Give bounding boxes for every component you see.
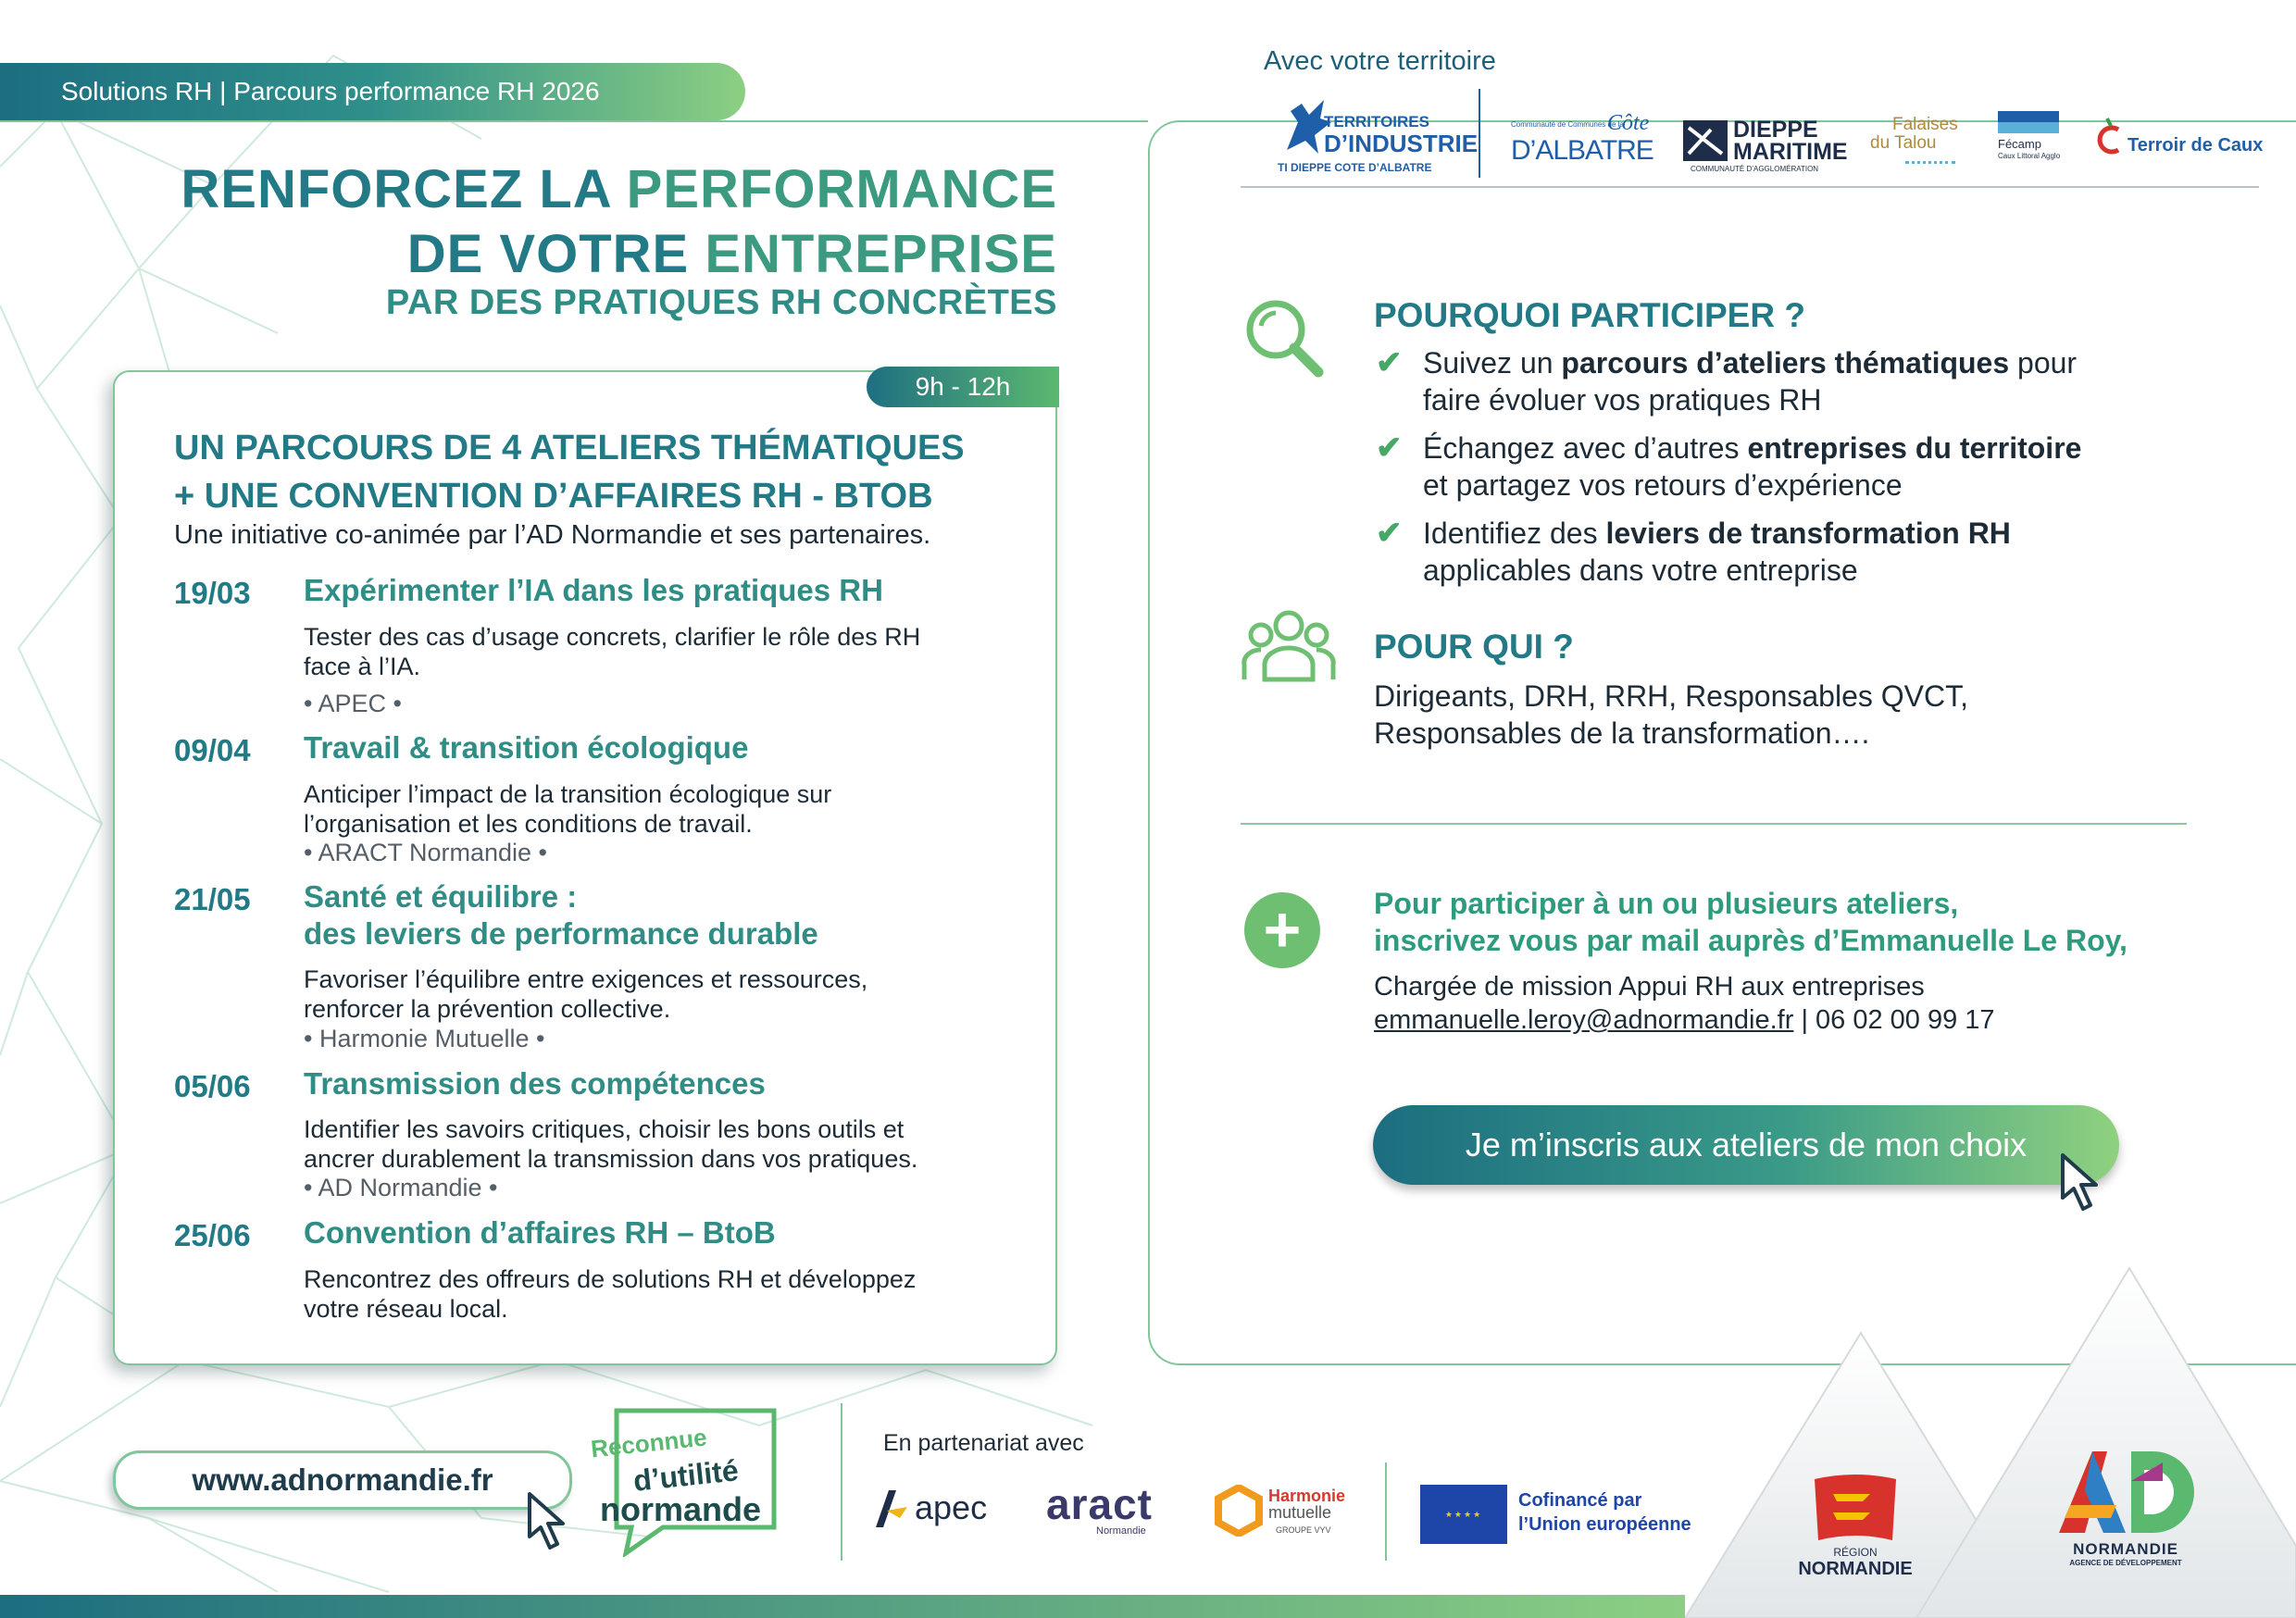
bullet-bold: leviers de transformation RH [1605,517,2011,550]
signup-title [1374,885,2128,959]
top-banner [0,63,745,120]
territoires-industrie-logo [1270,93,1479,178]
headline-subtitle: PAR DES PRATIQUES RH CONCRÈTES [385,283,1057,322]
contact-role: Chargée de mission Appui RH aux entreprises [1374,972,1925,1002]
badge-2: d’utilité [631,1453,741,1498]
event-desc-line: Anticiper l’impact de la transition écologique sur [304,780,832,808]
who-text [1374,678,1968,752]
aract-logo [1046,1479,1176,1544]
event-description [304,622,1026,681]
cote-b: D’ALBATRE [1511,135,1653,166]
harmonie-3: GROUPE VYV [1276,1525,1331,1535]
dieppe-maritime-logo [1683,117,1850,172]
section-divider [1241,823,2187,825]
falaises-talou-logo [1868,115,1970,170]
event-title: Convention d’affaires RH – BtoB [304,1215,776,1250]
apec-logo [872,1487,1011,1533]
event-title: Transmission des compétences [304,1066,766,1101]
dieppe-1: DIEPPE [1733,117,1818,143]
email-link[interactable]: emmanuelle.leroy@adnormandie.fr [1374,1005,1794,1035]
headline-line1b: PERFORMANCE [626,159,1057,219]
why-bullet [1423,344,2256,418]
event-desc-line: votre réseau local. [304,1295,508,1323]
plus-icon: + [1244,892,1320,968]
lions-flag-icon [1811,1474,1900,1546]
event-partner: • ARACT Normandie • [304,839,547,866]
territory-label: Avec votre territoire [1264,46,1496,76]
hexagon-icon [1215,1485,1263,1537]
fecamp-logo [1998,111,2081,167]
badge-3: normande [600,1490,762,1528]
hours-badge: 9h - 12h [867,367,1059,407]
falaises-1: Falaises [1892,115,1958,134]
why-bullet [1423,515,2256,589]
headline-line2b: ENTREPRISE [705,224,1057,284]
event-description [304,779,1026,839]
headline [181,157,1057,287]
cote-albatre-logo [1511,111,1653,167]
ti-line2: D’INDUSTRIE [1324,130,1479,157]
phone-number: | 06 02 00 99 17 [1793,1005,1995,1035]
event-desc-line: face à l’IA. [304,653,421,680]
signup-line: Pour participer à un ou plusieurs ateliers, [1374,887,1959,920]
who-line: Dirigeants, DRH, RRH, Responsables QVCT, [1374,679,1968,713]
event-desc-line: renforcer la prévention collective. [304,995,671,1023]
dieppe-2: MARITIME [1733,139,1848,165]
ad-2: AGENCE DE DÉVELOPPEMENT [2069,1559,2182,1567]
aract-text: aract [1046,1480,1153,1528]
wave-icon [1905,157,1955,164]
eu-1: Cofinancé par [1518,1490,1642,1511]
cursor-icon [2057,1151,2113,1213]
event-desc-line: l’organisation et les conditions de travail. [304,810,753,838]
bullet-text: Suivez un [1423,346,1562,380]
bullet-line2: applicables dans votre entreprise [1423,554,1858,587]
event-date: 09/04 [174,733,251,767]
bullet-bold: parcours d’ateliers thématiques [1561,346,2010,380]
fecamp-1: Fécamp [1998,137,2041,151]
footer-separator [841,1403,842,1561]
cursor-icon [524,1490,580,1551]
event-title-line: des leviers de performance durable [304,916,818,951]
corner-triangles [1685,1240,2296,1618]
bullet-line2: faire évoluer vos pratiques RH [1423,383,1822,417]
region-1: RÉGION [1833,1546,1878,1559]
harmonie-2: mutuelle [1268,1503,1332,1522]
event-date: 19/03 [174,576,251,610]
cote-a: Côte [1607,111,1650,135]
left-frame-top [0,120,1148,122]
signup-line: inscrivez vous par mail auprès d’Emmanuelle Le Roy, [1374,924,2128,957]
ad-normandie-logo [2052,1444,2200,1583]
fecamp-emblem-icon [1998,111,2059,133]
utilite-normande-badge [589,1407,783,1557]
group-icon [1241,605,1337,685]
apple-icon [2090,115,2122,156]
bullet-text: Identifiez des [1423,517,1606,550]
magnifier-icon [1241,294,1326,380]
dieppe-3: COMMUNAUTÉ D’AGGLOMÉRATION [1691,165,1819,173]
check-icon: ✔ [1376,516,1403,551]
event-desc-line: Favoriser l’équilibre entre exigences et ressources, [304,965,868,993]
footer-separator [1385,1462,1387,1561]
who-title: POUR QUI ? [1374,628,1574,666]
why-bullet [1423,429,2256,504]
terroir-1 [2128,135,2263,156]
event-description [304,1114,1026,1174]
bottom-gradient-bar [0,1595,1685,1618]
region-normandie-logo [1791,1474,1920,1585]
terroir-caux-logo [2090,115,2266,170]
aract-sub: Normandie [1096,1525,1146,1537]
ti-line1: TERRITOIRES [1324,113,1429,131]
check-icon: ✔ [1376,345,1403,380]
website-link[interactable]: www.adnormandie.fr [113,1450,572,1510]
event-partner: • AD Normandie • [304,1174,498,1201]
event-desc-line: Tester des cas d’usage concrets, clarifier le rôle des RH [304,623,921,651]
event-title: Expérimenter l’IA dans les pratiques RH [304,573,883,607]
event-title: Travail & transition écologique [304,730,749,765]
eu-logo [1420,1485,1726,1544]
contact-info [1374,970,1995,1037]
event-desc-line: Rencontrez des offreurs de solutions RH et développez [304,1265,917,1293]
eu-2: l’Union européenne [1518,1514,1691,1535]
headline-line1a: RENFORCEZ LA [181,159,627,219]
bullet-bold: entreprises du territoire [1747,431,2082,465]
partners-label: En partenariat avec [883,1430,1084,1456]
headline-line2a: DE VOTRE [406,224,705,284]
bullet-text: pour [2009,346,2078,380]
ad-monogram-icon [2052,1444,2200,1540]
event-desc-line: ancrer durablement la transmission dans vos pratiques. [304,1145,918,1173]
why-title: POURQUOI PARTICIPER ? [1374,296,1805,334]
program-subtitle: Une initiative co-animée par l’AD Normandie et ses partenaires. [174,520,931,550]
event-partner: • Harmonie Mutuelle • [304,1025,545,1052]
event-date: 21/05 [174,882,251,916]
eu-flag-icon: ★★★★ [1420,1485,1507,1544]
event-date: 25/06 [174,1218,251,1252]
event-partner: • APEC • [304,690,402,717]
terroir-word: Terroir [2128,135,2186,156]
check-icon: ✔ [1376,430,1403,466]
program-title [174,424,965,520]
program-title-line2: + UNE CONVENTION D’AFFAIRES RH - BTOB [174,477,933,516]
fecamp-2: Caux Littoral Agglo [1998,152,2061,160]
apec-icon [872,1487,909,1529]
signup-button[interactable]: Je m’inscris aux ateliers de mon choix [1373,1105,2119,1185]
ti-line3: TI DIEPPE COTE D’ALBATRE [1278,161,1432,174]
bullet-line2: et partagez vos retours d’expérience [1423,468,1903,502]
event-description [304,1264,1026,1324]
event-desc-line: Identifier les savoirs critiques, choisir les bons outils et [304,1115,905,1143]
cote-small: Communauté de Communes de la [1511,120,1624,129]
ad-1: NORMANDIE [2073,1540,2178,1558]
falaises-2: du Talou [1870,133,1937,153]
logo-separator [1479,89,1480,178]
event-title [304,878,818,952]
harmonie-logo [1215,1485,1363,1544]
banner-label: Solutions RH | Parcours performance RH 2026 [61,77,600,106]
dieppe-icon [1683,120,1728,161]
region-2: NORMANDIE [1798,1559,1913,1579]
event-title-line: Santé et équilibre : [304,879,578,914]
event-description [304,965,1026,1024]
harmonie-1: Harmonie [1268,1487,1346,1505]
event-date: 05/06 [174,1069,251,1103]
program-title-line1: UN PARCOURS DE 4 ATELIERS THÉMATIQUES [174,429,965,467]
bullet-text: Échangez avec d’autres [1423,431,1748,465]
territory-logos-underline [1241,186,2259,188]
who-line: Responsables de la transformation…. [1374,716,1870,750]
caux-word: de Caux [2190,135,2264,156]
badge-1: Reconnue [589,1423,708,1463]
apec-text: apec [915,1488,988,1526]
